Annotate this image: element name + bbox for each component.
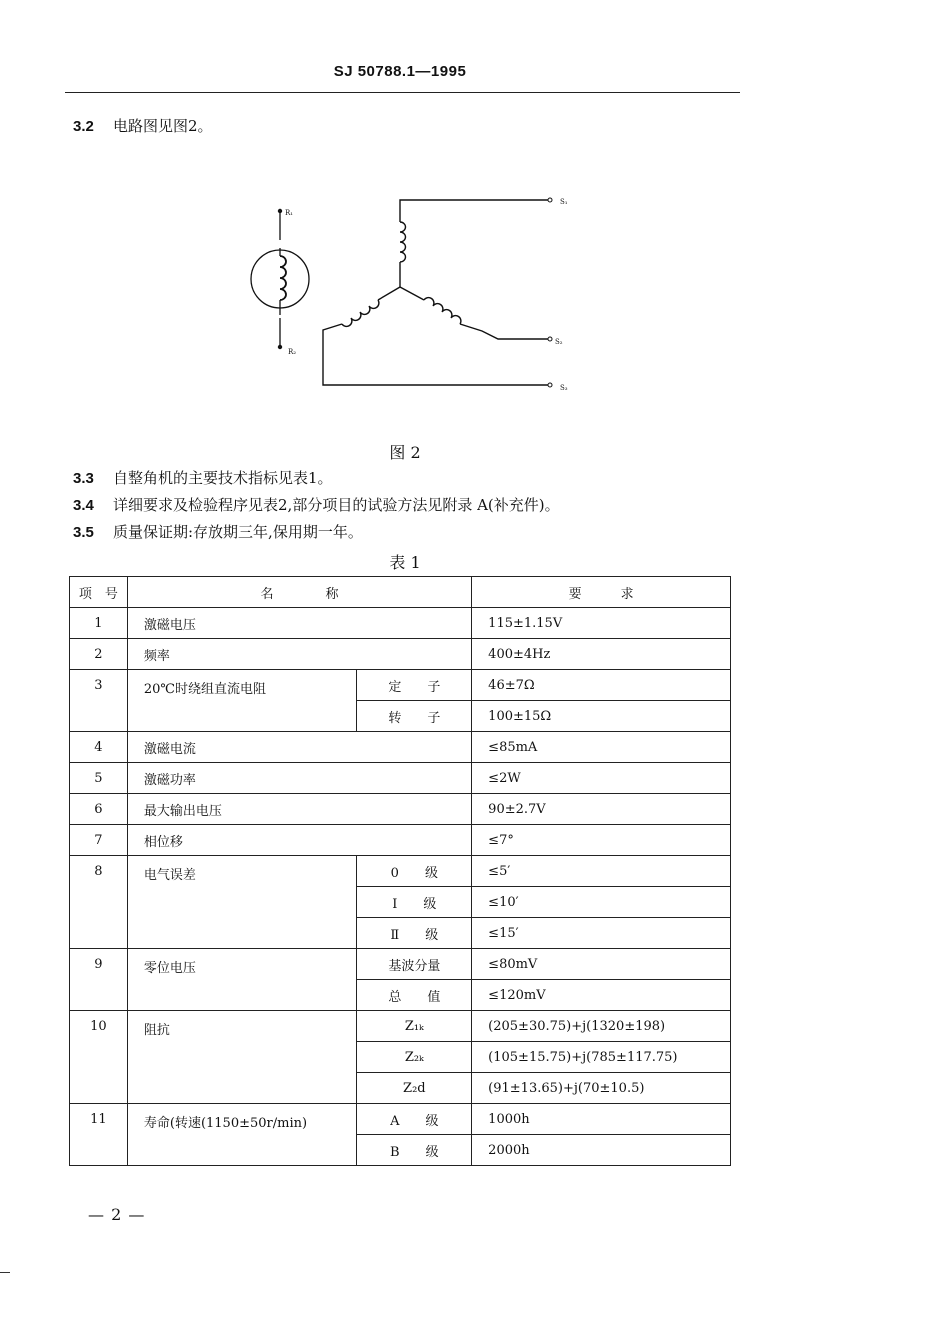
table-row: [70, 639, 731, 670]
row-req: 100±15Ω: [472, 701, 731, 732]
row-name: 频率: [127, 639, 471, 670]
table-row: [70, 825, 731, 856]
stator-windings: [323, 200, 548, 385]
table-row: [70, 794, 731, 825]
section-text: 电路图见图2。: [113, 117, 213, 135]
header-no: 项 号: [70, 577, 128, 608]
table-caption: 表 1: [389, 553, 421, 572]
row-name: 激磁电压: [127, 608, 471, 639]
spec-table: [69, 576, 731, 1166]
section-number: 3.4: [73, 497, 94, 514]
row-name: 相位移: [127, 825, 471, 856]
label-s1: S₁: [560, 198, 568, 206]
row-req: ≤7°: [472, 825, 731, 856]
row-no: 3: [70, 670, 128, 732]
section-text: 详细要求及检验程序见表2,部分项目的试验方法见附录 A(补充件)。: [113, 496, 560, 514]
row-name: 20℃时绕组直流电阻: [127, 670, 357, 732]
row-name: 激磁电流: [127, 732, 471, 763]
row-req: (205±30.75)+j(1320±198): [472, 1011, 731, 1042]
row-req: ≤5′: [472, 856, 731, 887]
section-3-4: [73, 494, 560, 515]
row-sub: Z₂ₖ: [357, 1042, 472, 1073]
header-name: 名 称: [127, 577, 471, 608]
terminal-r2: [278, 345, 282, 349]
row-no: 2: [70, 639, 128, 670]
terminal-r1: [278, 209, 282, 213]
standard-number: SJ 50788.1—1995: [333, 63, 467, 80]
section-3-3: [73, 467, 333, 488]
header-req: 要 求: [472, 577, 731, 608]
label-s3: S₃: [560, 384, 568, 392]
row-req: ≤10′: [472, 887, 731, 918]
row-name: 阻抗: [127, 1011, 357, 1104]
table-row: [70, 670, 731, 701]
row-req: 90±2.7V: [472, 794, 731, 825]
row-name: 寿命(转速(1150±50r/min): [127, 1104, 357, 1166]
row-sub: 0 级: [357, 856, 472, 887]
row-sub: A 级: [357, 1104, 472, 1135]
section-number: 3.5: [73, 524, 94, 541]
row-name: 最大输出电压: [127, 794, 471, 825]
row-req: 46±7Ω: [472, 670, 731, 701]
row-req: ≤120mV: [472, 980, 731, 1011]
row-no: 1: [70, 608, 128, 639]
row-sub: Z₂d: [357, 1073, 472, 1104]
row-req: ≤80mV: [472, 949, 731, 980]
section-3-5: [73, 521, 363, 542]
row-no: 6: [70, 794, 128, 825]
row-req: ≤2W: [472, 763, 731, 794]
header-rule: [65, 92, 740, 93]
table-row: [70, 1104, 731, 1135]
row-req: ≤85mA: [472, 732, 731, 763]
row-name: 零位电压: [127, 949, 357, 1011]
row-req: (105±15.75)+j(785±117.75): [472, 1042, 731, 1073]
row-no: 11: [70, 1104, 128, 1166]
row-name: 电气误差: [127, 856, 357, 949]
label-r2: R₂: [288, 348, 297, 356]
label-s2: S₂: [555, 338, 563, 346]
page-number: — 2 —: [88, 1205, 146, 1224]
label-r1: R₁: [285, 209, 294, 217]
table-row: [70, 949, 731, 980]
row-sub: B 级: [357, 1135, 472, 1166]
table-header-row: [70, 577, 731, 608]
terminal-s1: [548, 198, 552, 202]
terminal-s3: [548, 383, 552, 387]
row-no: 4: [70, 732, 128, 763]
row-req: 1000h: [472, 1104, 731, 1135]
row-req: 400±4Hz: [472, 639, 731, 670]
table-row: [70, 1011, 731, 1042]
table-row: [70, 732, 731, 763]
row-req: ≤15′: [472, 918, 731, 949]
row-sub: 转 子: [357, 701, 472, 732]
row-sub: Z₁ₖ: [357, 1011, 472, 1042]
section-3-2: [73, 115, 213, 136]
circuit-diagram: [230, 170, 590, 395]
row-req: (91±13.65)+j(70±10.5): [472, 1073, 731, 1104]
row-no: 10: [70, 1011, 128, 1104]
section-text: 质量保证期:存放期三年,保用期一年。: [113, 523, 363, 541]
row-no: 7: [70, 825, 128, 856]
row-req: 2000h: [472, 1135, 731, 1166]
row-no: 5: [70, 763, 128, 794]
figure-caption: 图 2: [389, 443, 421, 462]
row-sub: 定 子: [357, 670, 472, 701]
row-req: 115±1.15V: [472, 608, 731, 639]
edge-mark: [0, 1272, 10, 1273]
table-row: [70, 856, 731, 887]
section-number: 3.3: [73, 470, 94, 487]
row-sub: Ⅱ 级: [357, 918, 472, 949]
rotor-winding: [251, 212, 309, 346]
table-row: [70, 763, 731, 794]
row-sub: 基波分量: [357, 949, 472, 980]
terminal-s2: [548, 337, 552, 341]
row-no: 9: [70, 949, 128, 1011]
section-number: 3.2: [73, 118, 94, 135]
table-row: [70, 608, 731, 639]
row-sub: Ⅰ 级: [357, 887, 472, 918]
row-sub: 总 值: [357, 980, 472, 1011]
section-text: 自整角机的主要技术指标见表1。: [113, 469, 333, 487]
row-name: 激磁功率: [127, 763, 471, 794]
row-no: 8: [70, 856, 128, 949]
